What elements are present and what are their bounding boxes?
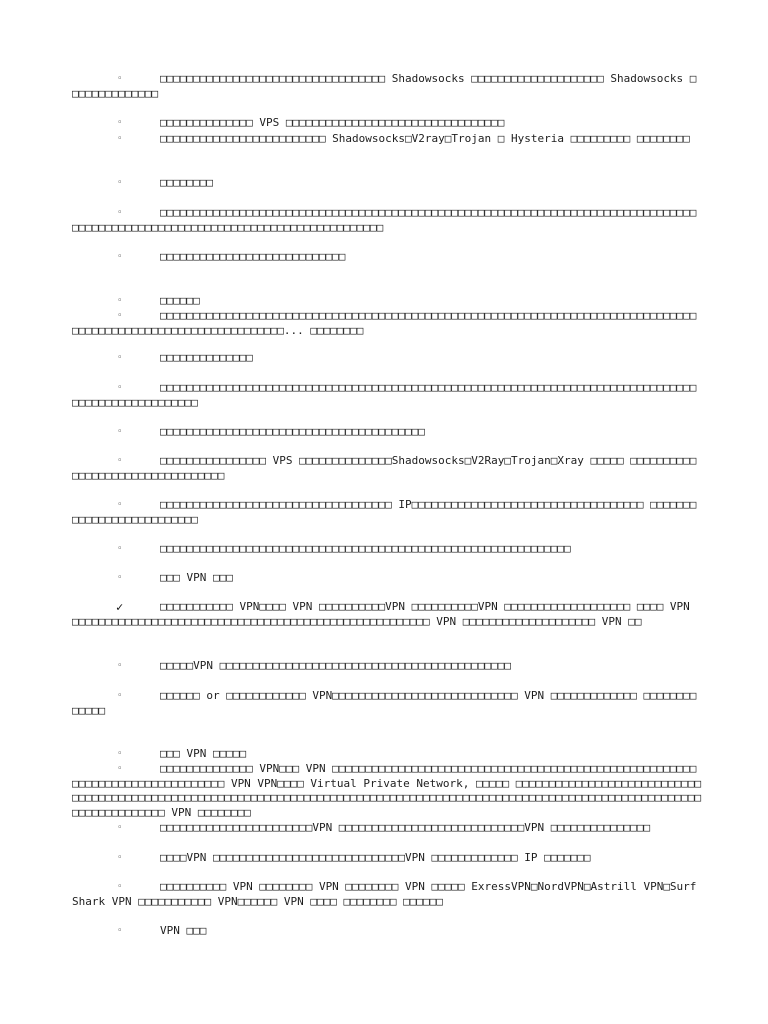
list-item-text: □□□□□□□□□□□□□□□□□□□□□□□□□□□□□□□□□□□□□□□□□□□□□□□□□□□□□□□□□□□□□□ (160, 542, 571, 555)
list-item-text: □□□□□□□□□□□□□□□□□□□□□□□□□□□□□□□□□□□□□□□□□□□□□□□□□□□□□□□□□□□□□□□□□□□□□□□□□□□□□□□□□□□□□□□□□□□□□□□□□□□□□□□□□□□□□□□□□□□□□□□□□□□□□□□□ (72, 206, 697, 234)
list-item (72, 762, 702, 820)
list-item-text: □□□□□□□□□□□□□□□□□□□□□□□□□□□□ (160, 250, 346, 263)
list-item-text: □□□□□□□□□□□□□□ VPN□□□ VPN □□□□□□□□□□□□□□□□□□□□□□□□□□□□□□□□□□□□□□□□□□□□□□□□□□□□□□□□□□□□□□□□□□□□□□□□□□□□□□ VPN VPN□□□□ Virtual Private Network, □□□□□ □□□□□□□□□□□□□□□□□□□□□□□□□□□□□□□□□□□□□□□□□□□□□□□□□□□□□□□□□□□□□□□□□□□□□□□□□□□□□□□□□□□□□□□□□□□□□□□□□□□□□□□□□□□□□□□□□□□□□□□□□□□□□□□□□□□□□□□□□ VPN □□□□□□□□ (72, 762, 702, 819)
list-item-text: □□□□□□ (160, 294, 200, 307)
list-item (72, 294, 702, 309)
list-item (72, 498, 702, 527)
bullet-icon: ◦ (117, 544, 123, 554)
bullet-icon: ◦ (117, 853, 123, 863)
bullet-icon: ◦ (117, 383, 123, 393)
bullet-icon: ◦ (117, 764, 123, 774)
bullet-icon: ◦ (117, 353, 123, 363)
list-item-text: □□□□□□□□□□□□□□□□□□□□□□□□□□□□□□□□□□ Shadowsocks □□□□□□□□□□□□□□□□□□□□ Shadowsocks □□□□□□□□□□□□□□ (72, 72, 697, 100)
bullet-icon: ◦ (117, 427, 123, 437)
list-item-text: □□□□□□□□□□ VPN □□□□□□□□ VPN □□□□□□□□ VPN □□□□□ ExressVPN□NordVPN□Astrill VPN□SurfShark VPN □□□□□□□□□□□ VPN□□□□□□ VPN □□□□ □□□□□□□□ □□□□□□ (72, 880, 697, 908)
list-item-text: □□□□□□□□□□□□□□ (160, 351, 253, 364)
list-item (72, 454, 702, 483)
bullet-icon: ◦ (117, 500, 123, 510)
bullet-icon: ◦ (117, 456, 123, 466)
list-item (72, 600, 702, 629)
bullet-icon: ◦ (117, 118, 123, 128)
list-item (72, 425, 702, 440)
list-item-text: □□□□□□□□□□□□□□□□□□□□□□□□□□□□□□□□□□□ IP□□□□□□□□□□□□□□□□□□□□□□□□□□□□□□□□□□□ □□□□□□□□□□□□□□□□□□□□□□□□□□ (72, 498, 697, 526)
list-item-text: □□□□□□□□□□□□□□□□□□□□□□□□□□□□□□□□□□□□□□□□□□□□□□□□□□□□□□□□□□□□□□□□□□□□□□□□□□□□□□□□□□□□□□□□□□□□□□□□□□□□□□□□□□□□□□□□□... □□□□□□□□ (72, 309, 697, 337)
list-item-text: □□□□□□□□□□□ VPN□□□□ VPN □□□□□□□□□□VPN □□□□□□□□□□VPN □□□□□□□□□□□□□□□□□□□ □□□□ VPN □□□□□□□□□□□□□□□□□□□□□□□□□□□□□□□□□□□□□□□□□□□□□□□□□□□□□□ VPN □□□□□□□□□□□□□□□□□□□□ VPN □□ (72, 600, 690, 628)
bullet-icon: ◦ (117, 74, 123, 84)
list-item-text: □□□□□□□□□□□□□□□□ VPS □□□□□□□□□□□□□□Shadowsocks□V2Ray□Trojan□Xray □□□□□ □□□□□□□□□□□□□□□□□□□□□□□□□□□□□□□□□ (72, 454, 697, 482)
bullet-icon: ◦ (117, 926, 123, 936)
bullet-icon: ◦ (117, 573, 123, 583)
bullet-icon: ◦ (117, 661, 123, 671)
list-item-text: □□□□□□□□□□□□□□ VPS □□□□□□□□□□□□□□□□□□□□□□□□□□□□□□□□□ (160, 116, 505, 129)
list-item-text: □□□□□□□□□□□□□□□□□□□□□□□□□□□□□□□□□□□□□□□□□□□□□□□□□□□□□□□□□□□□□□□□□□□□□□□□□□□□□□□□□□□□□□□□□□□□□□□□□□□□ (72, 381, 697, 409)
list-item (72, 250, 702, 265)
list-item (72, 309, 702, 338)
bullet-icon: ◦ (117, 749, 123, 759)
list-item (72, 542, 702, 557)
list-item (72, 571, 702, 586)
list-item-text: □□□□□VPN □□□□□□□□□□□□□□□□□□□□□□□□□□□□□□□□□□□□□□□□□□□□ (160, 659, 511, 672)
checkmark-icon: ✓ (116, 600, 124, 614)
list-item (72, 747, 702, 762)
list-item-text: □□□□VPN □□□□□□□□□□□□□□□□□□□□□□□□□□□□□VPN □□□□□□□□□□□□□ IP □□□□□□□ (160, 851, 591, 864)
bullet-icon: ◦ (117, 178, 123, 188)
list-item-text: VPN □□□ (160, 924, 207, 937)
list-item (72, 132, 702, 147)
bullet-icon: ◦ (117, 252, 123, 262)
bullet-icon: ◦ (117, 691, 123, 701)
bullet-icon: ◦ (117, 296, 123, 306)
list-item (72, 381, 702, 410)
list-item-text: □□□□□□□□ (160, 176, 213, 189)
bullet-icon: ◦ (117, 208, 123, 218)
list-item-text: □□□□□□ or □□□□□□□□□□□□ VPN□□□□□□□□□□□□□□□□□□□□□□□□□□□□ VPN □□□□□□□□□□□□□ □□□□□□□□□□□□□ (72, 689, 697, 717)
list-item (72, 206, 702, 235)
list-item-text: □□□ VPN □□□□□ (160, 747, 247, 760)
bullet-icon: ◦ (117, 823, 123, 833)
bullet-icon: ◦ (117, 311, 123, 321)
list-item (72, 176, 702, 191)
list-item (72, 851, 702, 866)
list-item (72, 351, 702, 366)
list-item (72, 72, 702, 101)
bullet-icon: ◦ (117, 134, 123, 144)
list-item (72, 821, 702, 836)
list-item (72, 659, 702, 674)
list-item-text: □□□□□□□□□□□□□□□□□□□□□□□VPN □□□□□□□□□□□□□□□□□□□□□□□□□□□□VPN □□□□□□□□□□□□□□□ (160, 821, 651, 834)
list-item-text: □□□□□□□□□□□□□□□□□□□□□□□□□ Shadowsocks□V2ray□Trojan □ Hysteria □□□□□□□□□ □□□□□□□□ (160, 132, 690, 145)
list-item (72, 689, 702, 718)
list-item (72, 924, 702, 939)
bullet-icon: ◦ (117, 882, 123, 892)
list-item-text: □□□□□□□□□□□□□□□□□□□□□□□□□□□□□□□□□□□□□□□□ (160, 425, 425, 438)
list-item (72, 880, 702, 909)
list-item-text: □□□ VPN □□□ (160, 571, 233, 584)
list-item (72, 116, 702, 131)
